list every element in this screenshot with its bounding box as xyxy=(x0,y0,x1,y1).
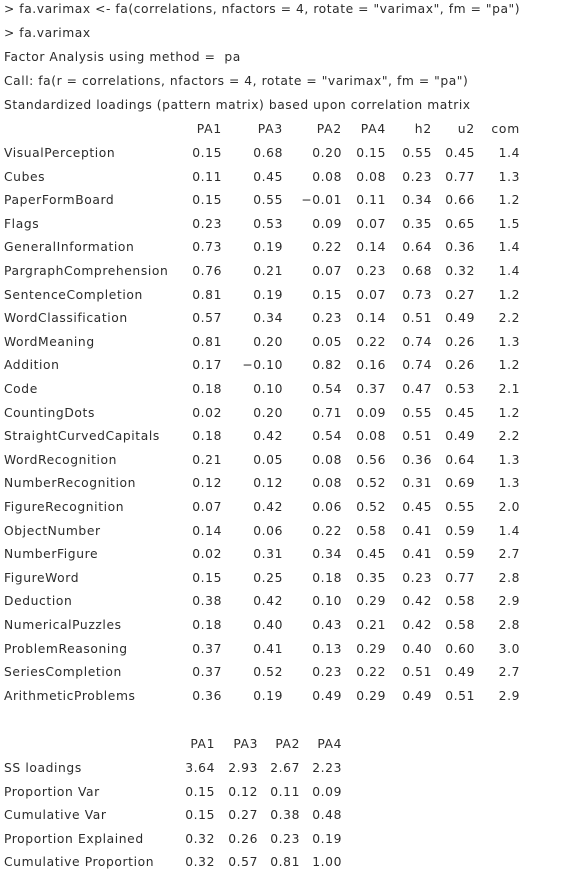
table-cell: 0.32 xyxy=(185,831,215,846)
table-cell: 0.19 xyxy=(253,688,283,703)
table-cell: 0.58 xyxy=(356,523,386,538)
row-label: Proportion Explained xyxy=(4,831,144,846)
table-row xyxy=(0,855,588,875)
table-cell: 0.37 xyxy=(192,665,222,680)
row-label: Cubes xyxy=(4,169,46,184)
table-row xyxy=(0,406,588,426)
table-cell: 0.26 xyxy=(228,831,258,846)
table-cell: 0.09 xyxy=(312,784,342,799)
table-cell: 0.74 xyxy=(402,334,432,349)
table-cell: 0.21 xyxy=(192,452,222,467)
table-cell: 0.06 xyxy=(312,500,342,514)
table-row xyxy=(0,476,588,496)
table-cell: 0.36 xyxy=(402,452,432,467)
table-cell: 0.14 xyxy=(356,240,386,255)
table-cell: −0.10 xyxy=(242,358,283,373)
table-cell: 0.07 xyxy=(356,287,386,302)
table-cell: 0.34 xyxy=(312,547,342,562)
table-cell: 0.17 xyxy=(192,358,222,373)
table-cell: 0.68 xyxy=(402,264,432,278)
table-cell: 0.09 xyxy=(312,216,342,231)
row-label: SentenceCompletion xyxy=(4,287,143,302)
table-cell: 0.08 xyxy=(312,169,342,184)
row-label: VisualPerception xyxy=(4,146,116,160)
table-cell: 0.15 xyxy=(312,287,342,302)
table-cell: 3.0 xyxy=(498,641,520,656)
table-cell: 1.2 xyxy=(498,287,520,302)
column-header: PA1 xyxy=(196,122,222,136)
column-header: h2 xyxy=(414,122,432,136)
table-row xyxy=(0,170,588,190)
table-cell: 0.18 xyxy=(192,382,222,396)
table-cell: 0.36 xyxy=(192,688,222,703)
table-cell: 0.19 xyxy=(312,831,342,846)
table-cell: 0.32 xyxy=(185,855,215,870)
table-cell: 1.4 xyxy=(498,240,520,255)
table-cell: 0.73 xyxy=(192,240,222,255)
table-cell: 2.9 xyxy=(498,594,520,609)
table-cell: 0.32 xyxy=(445,264,475,278)
row-label: NumberRecognition xyxy=(4,476,137,491)
table-cell: 0.53 xyxy=(445,382,475,396)
table-header-row xyxy=(0,122,588,142)
table-cell: 0.69 xyxy=(445,476,475,491)
table-cell: 3.64 xyxy=(185,761,215,775)
table-cell: 0.34 xyxy=(253,311,283,326)
table-cell: 0.16 xyxy=(356,358,386,373)
table-row xyxy=(0,146,588,166)
table-cell: 0.49 xyxy=(402,688,432,703)
table-cell: 0.18 xyxy=(192,618,222,632)
table-cell: 0.55 xyxy=(402,405,432,420)
row-label: NumberFigure xyxy=(4,547,99,562)
row-label: Addition xyxy=(4,358,60,373)
table-cell: 1.3 xyxy=(498,334,520,349)
table-cell: 0.53 xyxy=(253,216,283,231)
table-cell: 1.4 xyxy=(498,264,520,278)
table-cell: 1.3 xyxy=(498,452,520,467)
table-cell: 0.41 xyxy=(402,523,432,538)
row-label: Cumulative Proportion xyxy=(4,855,155,870)
table-cell: 0.42 xyxy=(253,429,283,444)
table-cell: 0.34 xyxy=(402,193,432,208)
table-cell: 1.2 xyxy=(498,193,520,208)
table-cell: 0.11 xyxy=(192,169,222,184)
table-cell: 0.15 xyxy=(356,146,386,160)
row-label: SeriesCompletion xyxy=(4,665,122,680)
table-cell: 0.15 xyxy=(192,193,222,208)
row-label: Code xyxy=(4,382,38,396)
table-cell: 0.14 xyxy=(356,311,386,326)
table-cell: 0.56 xyxy=(356,452,386,467)
table-cell: 0.27 xyxy=(445,287,475,302)
row-label: Deduction xyxy=(4,594,73,609)
table-cell: 0.11 xyxy=(356,193,386,208)
table-cell: 0.55 xyxy=(253,193,283,208)
table-cell: 0.49 xyxy=(445,311,475,326)
table-cell: 0.74 xyxy=(402,358,432,373)
table-cell: 0.59 xyxy=(445,523,475,538)
table-cell: 0.23 xyxy=(402,169,432,184)
table-row xyxy=(0,453,588,473)
table-cell: 0.58 xyxy=(445,618,475,632)
table-row xyxy=(0,382,588,402)
table-cell: 0.08 xyxy=(356,429,386,444)
table-cell: 0.29 xyxy=(356,688,386,703)
table-cell: 0.42 xyxy=(253,594,283,609)
table-cell: 0.52 xyxy=(356,476,386,491)
table-cell: 0.45 xyxy=(253,169,283,184)
table-cell: 0.08 xyxy=(356,169,386,184)
column-header: com xyxy=(491,122,520,136)
row-label: WordClassification xyxy=(4,311,128,326)
table-cell: 0.38 xyxy=(192,594,222,609)
row-label: FigureRecognition xyxy=(4,500,125,514)
table-cell: 2.1 xyxy=(498,382,520,396)
table-cell: 2.8 xyxy=(498,618,520,632)
table-cell: 0.19 xyxy=(253,287,283,302)
table-row xyxy=(0,618,588,638)
row-label: GeneralInformation xyxy=(4,240,135,255)
table-cell: 0.51 xyxy=(402,311,432,326)
table-cell: 0.29 xyxy=(356,594,386,609)
table-row xyxy=(0,594,588,614)
table-row xyxy=(0,808,588,828)
table-cell: 0.12 xyxy=(253,476,283,491)
table-cell: 0.02 xyxy=(192,405,222,420)
table-cell: 0.36 xyxy=(445,240,475,255)
table-cell: 1.2 xyxy=(498,405,520,420)
table-cell: 0.06 xyxy=(253,523,283,538)
table-cell: 0.23 xyxy=(270,831,300,846)
table-cell: 2.2 xyxy=(498,429,520,444)
table-cell: 1.4 xyxy=(498,146,520,160)
table-cell: 0.77 xyxy=(445,570,475,585)
table-row xyxy=(0,288,588,308)
table-row xyxy=(0,335,588,355)
table-row xyxy=(0,571,588,591)
table-cell: 0.58 xyxy=(445,594,475,609)
table-cell: 0.55 xyxy=(402,146,432,160)
row-label: WordRecognition xyxy=(4,452,118,467)
table-cell: 0.40 xyxy=(253,618,283,632)
row-label: CountingDots xyxy=(4,405,95,420)
row-label: ProblemReasoning xyxy=(4,641,128,656)
table-cell: 1.3 xyxy=(498,169,520,184)
column-header: PA2 xyxy=(316,122,342,136)
table-row xyxy=(0,642,588,662)
command-line-assign: > fa.varimax <- fa(correlations, nfactors = 4, rotate = "varimax", fm = "pa") xyxy=(4,2,521,16)
row-label: FigureWord xyxy=(4,570,80,585)
table-header-row xyxy=(0,737,588,757)
table-cell: 0.18 xyxy=(312,570,342,585)
table-row xyxy=(0,217,588,237)
table-cell: 0.65 xyxy=(445,216,475,231)
table-cell: 0.11 xyxy=(270,784,300,799)
table-cell: −0.01 xyxy=(301,193,342,208)
row-label: Cumulative Var xyxy=(4,808,107,823)
table-cell: 0.45 xyxy=(445,146,475,160)
table-cell: 0.37 xyxy=(356,382,386,396)
table-cell: 0.38 xyxy=(270,808,300,823)
table-cell: 0.15 xyxy=(185,808,215,823)
table-cell: 0.42 xyxy=(402,618,432,632)
column-header: PA4 xyxy=(317,737,342,751)
table-cell: 2.23 xyxy=(312,761,342,775)
table-cell: 0.07 xyxy=(312,264,342,278)
table-row xyxy=(0,689,588,709)
table-cell: 0.21 xyxy=(253,264,283,278)
table-cell: 0.73 xyxy=(402,287,432,302)
column-header: PA3 xyxy=(233,737,258,751)
table-cell: 0.55 xyxy=(445,500,475,514)
table-cell: 0.08 xyxy=(312,476,342,491)
table-cell: 0.22 xyxy=(356,665,386,680)
row-label: SS loadings xyxy=(4,761,82,775)
column-header: u2 xyxy=(457,122,475,136)
table-cell: 2.7 xyxy=(498,547,520,562)
table-cell: 0.12 xyxy=(192,476,222,491)
table-cell: 0.68 xyxy=(253,146,283,160)
table-cell: 0.14 xyxy=(192,523,222,538)
table-cell: 0.05 xyxy=(253,452,283,467)
column-header: PA1 xyxy=(190,737,215,751)
table-cell: 0.76 xyxy=(192,264,222,278)
table-cell: 0.12 xyxy=(228,784,258,799)
table-cell: 0.47 xyxy=(402,382,432,396)
table-cell: 0.48 xyxy=(312,808,342,823)
call-line: Call: fa(r = correlations, nfactors = 4, rotate = "varimax", fm = "pa") xyxy=(4,74,469,88)
table-cell: 0.22 xyxy=(312,523,342,538)
table-row xyxy=(0,785,588,805)
table-cell: 0.54 xyxy=(312,382,342,396)
table-cell: 0.23 xyxy=(312,665,342,680)
table-cell: 0.07 xyxy=(192,500,222,514)
row-label: WordMeaning xyxy=(4,334,95,349)
table-cell: 0.23 xyxy=(402,570,432,585)
table-row xyxy=(0,240,588,260)
table-cell: 0.18 xyxy=(192,429,222,444)
table-cell: 0.81 xyxy=(192,287,222,302)
table-cell: 0.81 xyxy=(192,334,222,349)
table-cell: 0.10 xyxy=(312,594,342,609)
table-cell: 0.81 xyxy=(270,855,300,870)
table-cell: 0.22 xyxy=(312,240,342,255)
table-cell: 0.20 xyxy=(253,405,283,420)
row-label: Proportion Var xyxy=(4,784,100,799)
table-row xyxy=(0,429,588,449)
table-row xyxy=(0,547,588,567)
table-cell: 0.05 xyxy=(312,334,342,349)
table-cell: 0.71 xyxy=(312,405,342,420)
table-cell: 0.19 xyxy=(253,240,283,255)
table-cell: 0.08 xyxy=(312,452,342,467)
table-row xyxy=(0,665,588,685)
row-label: ObjectNumber xyxy=(4,523,101,538)
table-cell: 2.93 xyxy=(228,761,258,775)
method-line: Factor Analysis using method = pa xyxy=(4,50,241,64)
table-cell: 2.7 xyxy=(498,665,520,680)
table-cell: 1.3 xyxy=(498,476,520,491)
command-line-print: > fa.varimax xyxy=(4,26,91,40)
column-header: PA4 xyxy=(360,122,386,136)
table-cell: 0.41 xyxy=(402,547,432,562)
table-cell: 0.29 xyxy=(356,641,386,656)
table-cell: 0.59 xyxy=(445,547,475,562)
table-cell: 0.66 xyxy=(445,193,475,208)
table-row xyxy=(0,193,588,213)
table-cell: 0.43 xyxy=(312,618,342,632)
table-cell: 1.00 xyxy=(312,855,342,870)
table-cell: 0.15 xyxy=(185,784,215,799)
table-cell: 0.51 xyxy=(445,688,475,703)
row-label: Flags xyxy=(4,216,40,231)
table-cell: 0.49 xyxy=(445,665,475,680)
table-cell: 0.21 xyxy=(356,618,386,632)
table-cell: 0.77 xyxy=(445,169,475,184)
table-cell: 0.31 xyxy=(253,547,283,562)
table-row xyxy=(0,311,588,331)
table-cell: 0.02 xyxy=(192,547,222,562)
table-cell: 0.42 xyxy=(253,500,283,514)
table-cell: 0.25 xyxy=(253,570,283,585)
table-cell: 0.13 xyxy=(312,641,342,656)
table-cell: 0.51 xyxy=(402,665,432,680)
loadings-caption: Standardized loadings (pattern matrix) based upon correlation matrix xyxy=(4,98,471,112)
table-row xyxy=(0,524,588,544)
table-cell: 0.23 xyxy=(312,311,342,326)
table-cell: 2.0 xyxy=(498,500,520,514)
table-row xyxy=(0,832,588,852)
table-cell: 0.64 xyxy=(445,452,475,467)
row-label: PaperFormBoard xyxy=(4,193,115,208)
table-cell: 0.51 xyxy=(402,429,432,444)
table-cell: 0.52 xyxy=(356,500,386,514)
row-label: ArithmeticProblems xyxy=(4,688,136,703)
table-cell: 0.40 xyxy=(402,641,432,656)
table-cell: 0.22 xyxy=(356,334,386,349)
table-cell: 0.82 xyxy=(312,358,342,373)
table-cell: 0.45 xyxy=(356,547,386,562)
table-cell: 2.67 xyxy=(270,761,300,775)
column-header: PA3 xyxy=(257,122,283,136)
table-cell: 0.45 xyxy=(402,500,432,514)
table-cell: 0.57 xyxy=(228,855,258,870)
table-row xyxy=(0,761,588,781)
table-cell: 0.35 xyxy=(356,570,386,585)
table-cell: 2.9 xyxy=(498,688,520,703)
table-cell: 0.37 xyxy=(192,641,222,656)
table-cell: 0.54 xyxy=(312,429,342,444)
table-cell: 1.4 xyxy=(498,523,520,538)
table-cell: 0.23 xyxy=(192,216,222,231)
table-cell: 0.41 xyxy=(253,641,283,656)
table-cell: 0.09 xyxy=(356,405,386,420)
table-cell: 0.31 xyxy=(402,476,432,491)
table-cell: 0.26 xyxy=(445,358,475,373)
table-cell: 0.42 xyxy=(402,594,432,609)
row-label: StraightCurvedCapitals xyxy=(4,429,160,444)
table-cell: 0.49 xyxy=(445,429,475,444)
table-cell: 0.07 xyxy=(356,216,386,231)
table-cell: 0.60 xyxy=(445,641,475,656)
table-cell: 0.49 xyxy=(312,688,342,703)
table-cell: 0.27 xyxy=(228,808,258,823)
table-cell: 0.20 xyxy=(312,146,342,160)
row-label: PargraphComprehension xyxy=(4,264,169,278)
row-label: NumericalPuzzles xyxy=(4,618,122,632)
table-cell: 0.20 xyxy=(253,334,283,349)
table-cell: 1.2 xyxy=(498,358,520,373)
table-cell: 2.8 xyxy=(498,570,520,585)
table-cell: 0.52 xyxy=(253,665,283,680)
table-cell: 2.2 xyxy=(498,311,520,326)
table-cell: 0.10 xyxy=(253,382,283,396)
table-cell: 0.15 xyxy=(192,146,222,160)
column-header: PA2 xyxy=(275,737,300,751)
table-cell: 1.5 xyxy=(498,216,520,231)
table-row xyxy=(0,358,588,378)
table-cell: 0.64 xyxy=(402,240,432,255)
table-cell: 0.15 xyxy=(192,570,222,585)
table-row xyxy=(0,264,588,284)
table-cell: 0.23 xyxy=(356,264,386,278)
table-cell: 0.26 xyxy=(445,334,475,349)
table-cell: 0.57 xyxy=(192,311,222,326)
table-row xyxy=(0,500,588,520)
table-cell: 0.35 xyxy=(402,216,432,231)
table-cell: 0.45 xyxy=(445,405,475,420)
